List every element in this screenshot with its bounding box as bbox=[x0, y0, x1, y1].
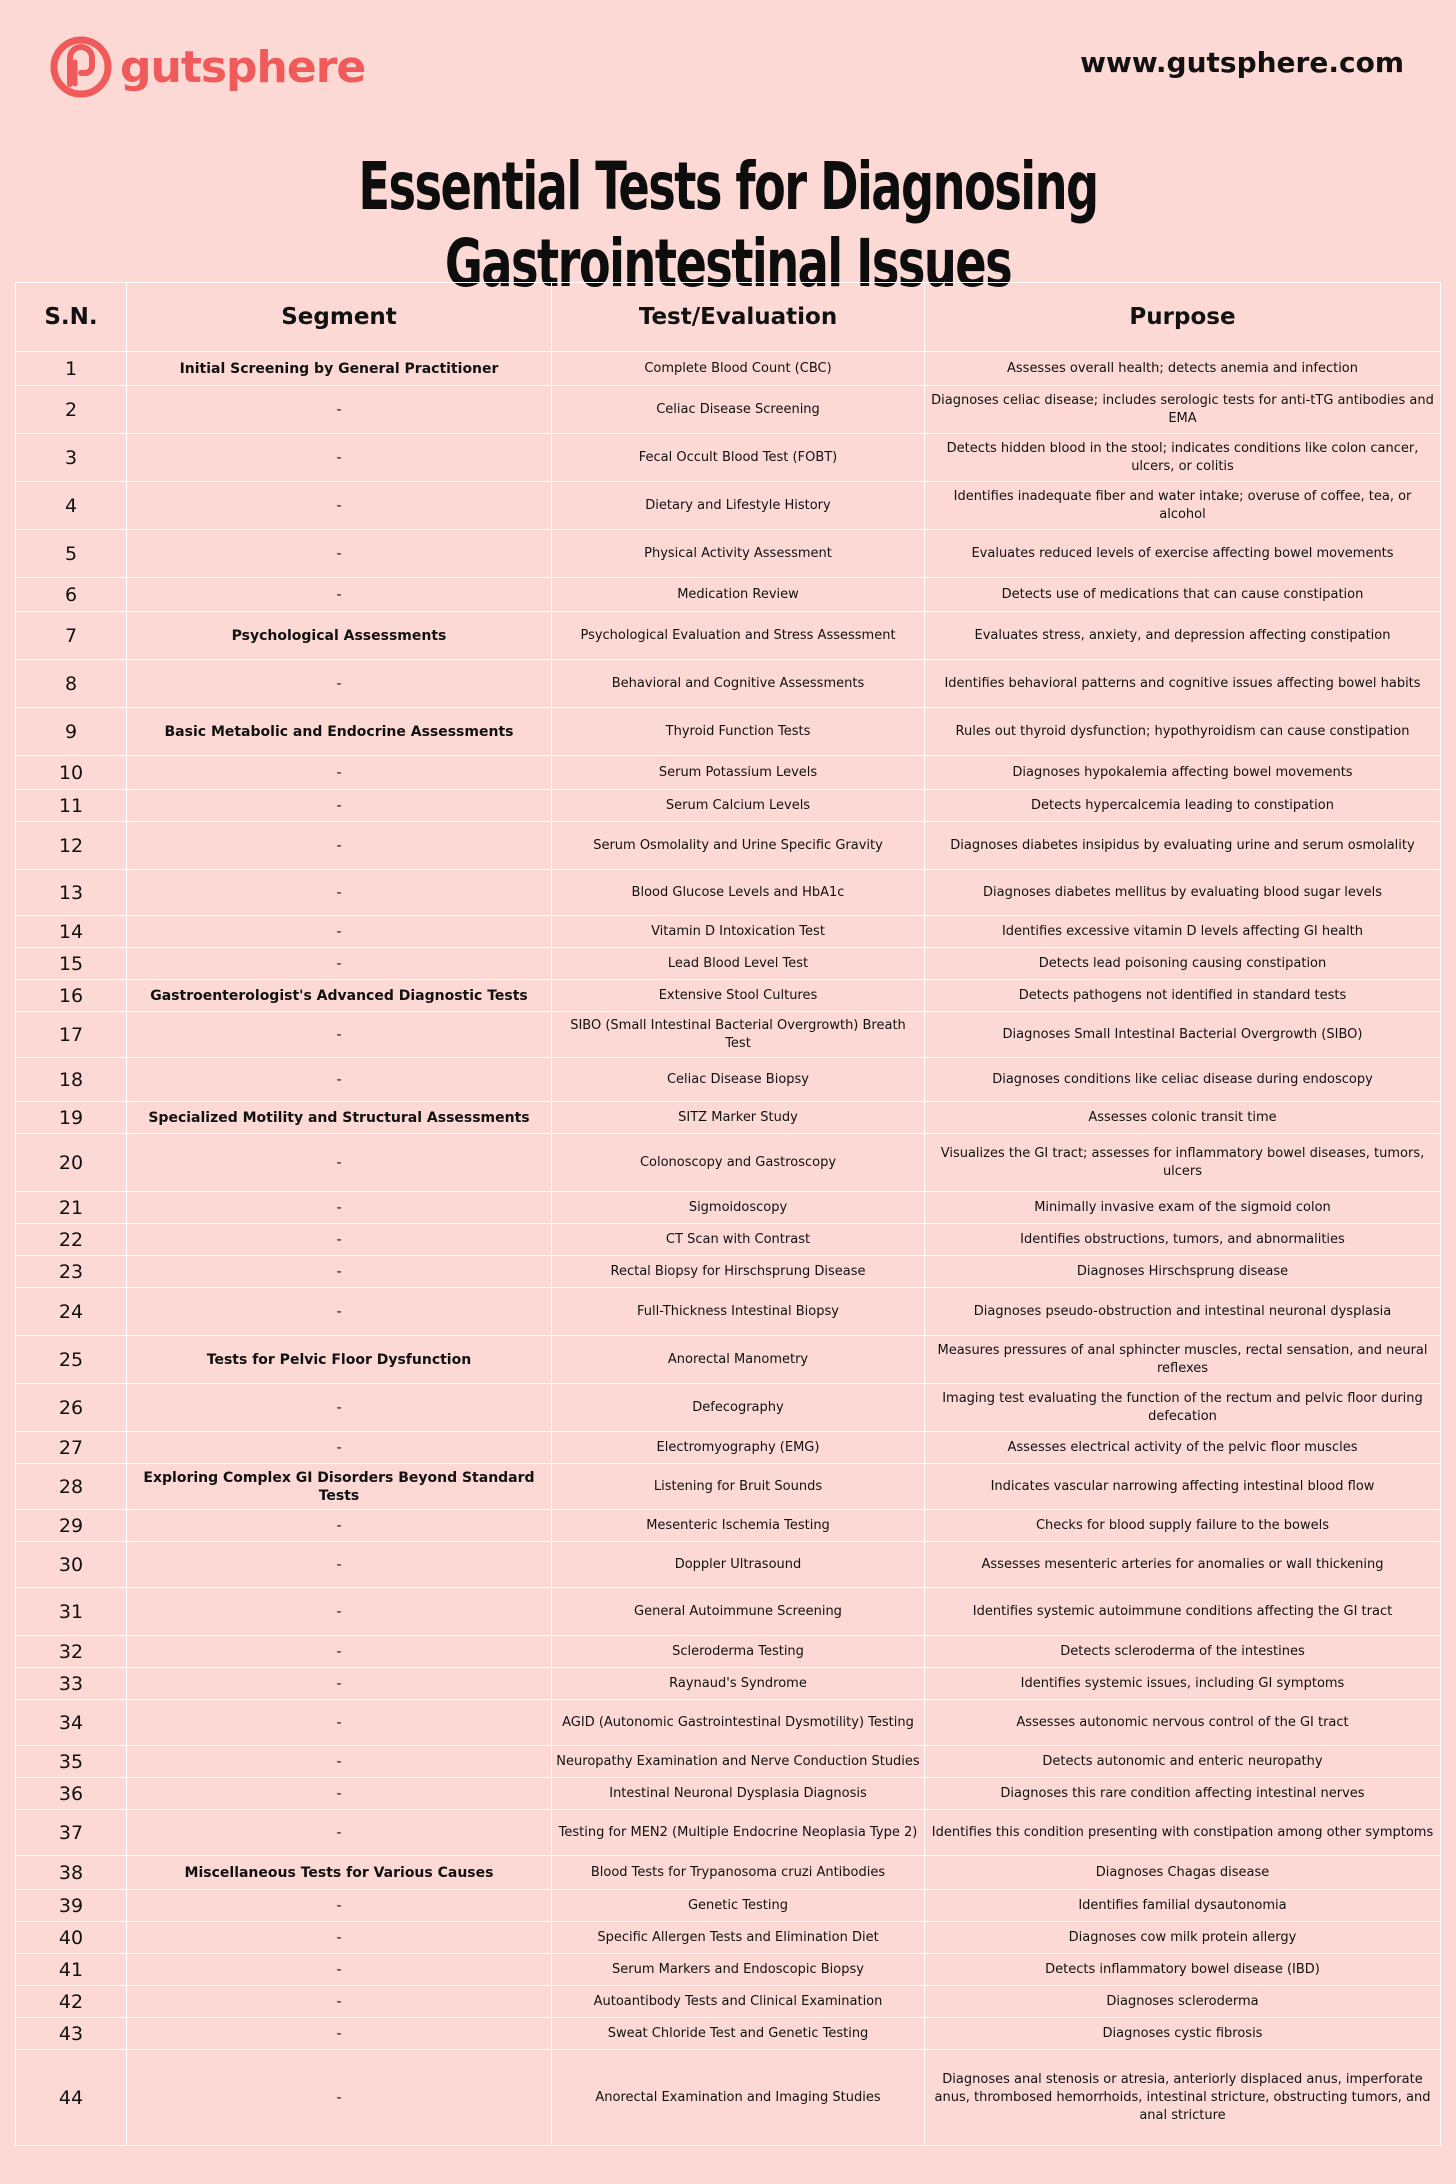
cell-sn: 2 bbox=[16, 386, 127, 434]
cell-purpose: Assesses autonomic nervous control of the GI tract bbox=[925, 1700, 1441, 1746]
cell-test: Scleroderma Testing bbox=[552, 1636, 925, 1668]
cell-purpose: Diagnoses diabetes insipidus by evaluating urine and serum osmolality bbox=[925, 822, 1441, 870]
cell-segment: - bbox=[127, 916, 552, 948]
cell-test: Colonoscopy and Gastroscopy bbox=[552, 1134, 925, 1192]
cell-purpose: Identifies obstructions, tumors, and abnormalities bbox=[925, 1224, 1441, 1256]
table-row bbox=[16, 1856, 1441, 1890]
cell-segment: - bbox=[127, 434, 552, 482]
header-test: Test/Evaluation bbox=[552, 283, 925, 352]
cell-purpose: Diagnoses Hirschsprung disease bbox=[925, 1256, 1441, 1288]
cell-sn: 20 bbox=[16, 1134, 127, 1192]
table-row bbox=[16, 1746, 1441, 1778]
cell-segment: - bbox=[127, 1192, 552, 1224]
cell-test: Extensive Stool Cultures bbox=[552, 980, 925, 1012]
header-purpose: Purpose bbox=[925, 283, 1441, 352]
cell-test: Lead Blood Level Test bbox=[552, 948, 925, 980]
cell-segment: - bbox=[127, 1542, 552, 1588]
cell-purpose: Diagnoses anal stenosis or atresia, anteriorly displaced anus, imperforate anus, thrombosed hemorrhoids, intestinal stricture, obstructing tumors, and anal stricture bbox=[925, 2050, 1441, 2146]
cell-segment: - bbox=[127, 1256, 552, 1288]
cell-segment: - bbox=[127, 1588, 552, 1636]
brand-name: gutsphere bbox=[120, 41, 366, 93]
cell-test: Thyroid Function Tests bbox=[552, 708, 925, 756]
cell-sn: 22 bbox=[16, 1224, 127, 1256]
cell-sn: 13 bbox=[16, 870, 127, 916]
cell-segment: Miscellaneous Tests for Various Causes bbox=[127, 1856, 552, 1890]
table-row bbox=[16, 1192, 1441, 1224]
cell-segment: - bbox=[127, 1224, 552, 1256]
cell-purpose: Evaluates stress, anxiety, and depression affecting constipation bbox=[925, 612, 1441, 660]
cell-segment: - bbox=[127, 1288, 552, 1336]
cell-segment: - bbox=[127, 948, 552, 980]
table-row bbox=[16, 660, 1441, 708]
cell-sn: 9 bbox=[16, 708, 127, 756]
cell-test: Psychological Evaluation and Stress Assessment bbox=[552, 612, 925, 660]
table-row bbox=[16, 1134, 1441, 1192]
cell-sn: 35 bbox=[16, 1746, 127, 1778]
cell-segment: - bbox=[127, 1700, 552, 1746]
cell-sn: 36 bbox=[16, 1778, 127, 1810]
cell-purpose: Diagnoses this rare condition affecting intestinal nerves bbox=[925, 1778, 1441, 1810]
table-row bbox=[16, 1890, 1441, 1922]
cell-sn: 32 bbox=[16, 1636, 127, 1668]
cell-sn: 37 bbox=[16, 1810, 127, 1856]
table-row bbox=[16, 790, 1441, 822]
cell-sn: 34 bbox=[16, 1700, 127, 1746]
cell-test: Electromyography (EMG) bbox=[552, 1432, 925, 1464]
cell-segment: - bbox=[127, 1432, 552, 1464]
cell-segment: - bbox=[127, 756, 552, 790]
cell-test: Anorectal Manometry bbox=[552, 1336, 925, 1384]
cell-segment: - bbox=[127, 870, 552, 916]
table-body bbox=[16, 352, 1441, 2146]
table-row bbox=[16, 916, 1441, 948]
table-row bbox=[16, 612, 1441, 660]
cell-purpose: Identifies systemic issues, including GI symptoms bbox=[925, 1668, 1441, 1700]
cell-segment: - bbox=[127, 2050, 552, 2146]
table-row bbox=[16, 1384, 1441, 1432]
cell-purpose: Identifies behavioral patterns and cognitive issues affecting bowel habits bbox=[925, 660, 1441, 708]
cell-segment: - bbox=[127, 2018, 552, 2050]
table-row bbox=[16, 1336, 1441, 1384]
cell-test: Blood Tests for Trypanosoma cruzi Antibodies bbox=[552, 1856, 925, 1890]
cell-test: Mesenteric Ischemia Testing bbox=[552, 1510, 925, 1542]
cell-segment: - bbox=[127, 1012, 552, 1058]
cell-sn: 40 bbox=[16, 1922, 127, 1954]
cell-purpose: Diagnoses celiac disease; includes serologic tests for anti-tTG antibodies and EMA bbox=[925, 386, 1441, 434]
table-row bbox=[16, 530, 1441, 578]
table-row bbox=[16, 352, 1441, 386]
table-header-row bbox=[16, 283, 1441, 352]
cell-segment: - bbox=[127, 482, 552, 530]
cell-test: Serum Calcium Levels bbox=[552, 790, 925, 822]
cell-sn: 14 bbox=[16, 916, 127, 948]
cell-segment: - bbox=[127, 578, 552, 612]
cell-sn: 18 bbox=[16, 1058, 127, 1102]
table-row bbox=[16, 1542, 1441, 1588]
gut-logo-icon bbox=[48, 34, 114, 100]
cell-segment: - bbox=[127, 1922, 552, 1954]
cell-test: Autoantibody Tests and Clinical Examination bbox=[552, 1986, 925, 2018]
cell-segment: Exploring Complex GI Disorders Beyond Standard Tests bbox=[127, 1464, 552, 1510]
cell-sn: 27 bbox=[16, 1432, 127, 1464]
cell-test: SIBO (Small Intestinal Bacterial Overgrowth) Breath Test bbox=[552, 1012, 925, 1058]
cell-test: Doppler Ultrasound bbox=[552, 1542, 925, 1588]
table-row bbox=[16, 386, 1441, 434]
cell-sn: 10 bbox=[16, 756, 127, 790]
cell-test: Complete Blood Count (CBC) bbox=[552, 352, 925, 386]
cell-segment: - bbox=[127, 1810, 552, 1856]
cell-sn: 11 bbox=[16, 790, 127, 822]
cell-purpose: Diagnoses cystic fibrosis bbox=[925, 2018, 1441, 2050]
cell-test: Defecography bbox=[552, 1384, 925, 1432]
cell-sn: 39 bbox=[16, 1890, 127, 1922]
cell-sn: 5 bbox=[16, 530, 127, 578]
table-row bbox=[16, 434, 1441, 482]
cell-sn: 15 bbox=[16, 948, 127, 980]
cell-test: Genetic Testing bbox=[552, 1890, 925, 1922]
table-row bbox=[16, 2018, 1441, 2050]
cell-purpose: Minimally invasive exam of the sigmoid colon bbox=[925, 1192, 1441, 1224]
table-row bbox=[16, 1432, 1441, 1464]
cell-purpose: Identifies inadequate fiber and water intake; overuse of coffee, tea, or alcohol bbox=[925, 482, 1441, 530]
table-row bbox=[16, 980, 1441, 1012]
cell-purpose: Assesses colonic transit time bbox=[925, 1102, 1441, 1134]
table-row bbox=[16, 1510, 1441, 1542]
cell-sn: 19 bbox=[16, 1102, 127, 1134]
cell-test: Dietary and Lifestyle History bbox=[552, 482, 925, 530]
table-row bbox=[16, 1588, 1441, 1636]
cell-segment: - bbox=[127, 1134, 552, 1192]
cell-test: Medication Review bbox=[552, 578, 925, 612]
cell-purpose: Identifies excessive vitamin D levels affecting GI health bbox=[925, 916, 1441, 948]
cell-segment: - bbox=[127, 1510, 552, 1542]
cell-sn: 4 bbox=[16, 482, 127, 530]
cell-sn: 6 bbox=[16, 578, 127, 612]
cell-test: Blood Glucose Levels and HbA1c bbox=[552, 870, 925, 916]
website-url[interactable]: www.gutsphere.com bbox=[1080, 46, 1404, 79]
cell-test: General Autoimmune Screening bbox=[552, 1588, 925, 1636]
cell-purpose: Measures pressures of anal sphincter muscles, rectal sensation, and neural reflexes bbox=[925, 1336, 1441, 1384]
cell-test: Neuropathy Examination and Nerve Conduction Studies bbox=[552, 1746, 925, 1778]
cell-segment: - bbox=[127, 660, 552, 708]
table-row bbox=[16, 1668, 1441, 1700]
table-row bbox=[16, 756, 1441, 790]
header-segment: Segment bbox=[127, 283, 552, 352]
cell-test: Serum Osmolality and Urine Specific Gravity bbox=[552, 822, 925, 870]
cell-sn: 26 bbox=[16, 1384, 127, 1432]
table-row bbox=[16, 1810, 1441, 1856]
cell-sn: 23 bbox=[16, 1256, 127, 1288]
cell-test: Testing for MEN2 (Multiple Endocrine Neoplasia Type 2) bbox=[552, 1810, 925, 1856]
cell-segment: - bbox=[127, 822, 552, 870]
cell-sn: 41 bbox=[16, 1954, 127, 1986]
cell-purpose: Identifies this condition presenting with constipation among other symptoms bbox=[925, 1810, 1441, 1856]
table-row bbox=[16, 1778, 1441, 1810]
cell-test: SITZ Marker Study bbox=[552, 1102, 925, 1134]
cell-purpose: Detects hidden blood in the stool; indicates conditions like colon cancer, ulcers, or colitis bbox=[925, 434, 1441, 482]
cell-purpose: Identifies systemic autoimmune conditions affecting the GI tract bbox=[925, 1588, 1441, 1636]
cell-sn: 28 bbox=[16, 1464, 127, 1510]
cell-test: Celiac Disease Biopsy bbox=[552, 1058, 925, 1102]
table-row bbox=[16, 1922, 1441, 1954]
table-row bbox=[16, 1058, 1441, 1102]
cell-test: Listening for Bruit Sounds bbox=[552, 1464, 925, 1510]
cell-test: Full-Thickness Intestinal Biopsy bbox=[552, 1288, 925, 1336]
table-row bbox=[16, 1288, 1441, 1336]
cell-test: Specific Allergen Tests and Elimination Diet bbox=[552, 1922, 925, 1954]
cell-segment: Basic Metabolic and Endocrine Assessments bbox=[127, 708, 552, 756]
cell-sn: 16 bbox=[16, 980, 127, 1012]
cell-purpose: Detects use of medications that can cause constipation bbox=[925, 578, 1441, 612]
cell-purpose: Assesses overall health; detects anemia and infection bbox=[925, 352, 1441, 386]
table-row bbox=[16, 1102, 1441, 1134]
cell-segment: Initial Screening by General Practitioner bbox=[127, 352, 552, 386]
cell-test: Fecal Occult Blood Test (FOBT) bbox=[552, 434, 925, 482]
table-row bbox=[16, 482, 1441, 530]
cell-sn: 12 bbox=[16, 822, 127, 870]
cell-sn: 8 bbox=[16, 660, 127, 708]
table-row bbox=[16, 1986, 1441, 2018]
cell-purpose: Evaluates reduced levels of exercise affecting bowel movements bbox=[925, 530, 1441, 578]
page-header bbox=[0, 0, 1456, 130]
cell-sn: 25 bbox=[16, 1336, 127, 1384]
cell-segment: Gastroenterologist's Advanced Diagnostic Tests bbox=[127, 980, 552, 1012]
cell-sn: 21 bbox=[16, 1192, 127, 1224]
cell-segment: - bbox=[127, 386, 552, 434]
cell-purpose: Checks for blood supply failure to the bowels bbox=[925, 1510, 1441, 1542]
cell-sn: 44 bbox=[16, 2050, 127, 2146]
cell-purpose: Detects scleroderma of the intestines bbox=[925, 1636, 1441, 1668]
table-row bbox=[16, 948, 1441, 980]
cell-test: Serum Potassium Levels bbox=[552, 756, 925, 790]
cell-segment: Tests for Pelvic Floor Dysfunction bbox=[127, 1336, 552, 1384]
cell-test: Vitamin D Intoxication Test bbox=[552, 916, 925, 948]
cell-sn: 38 bbox=[16, 1856, 127, 1890]
cell-purpose: Diagnoses conditions like celiac disease during endoscopy bbox=[925, 1058, 1441, 1102]
table-row bbox=[16, 578, 1441, 612]
cell-segment: - bbox=[127, 1778, 552, 1810]
cell-sn: 24 bbox=[16, 1288, 127, 1336]
cell-segment: - bbox=[127, 790, 552, 822]
page-title: Essential Tests for Diagnosing Gastrointestinal Issues bbox=[358, 148, 1098, 302]
cell-sn: 3 bbox=[16, 434, 127, 482]
cell-test: AGID (Autonomic Gastrointestinal Dysmotility) Testing bbox=[552, 1700, 925, 1746]
table-row bbox=[16, 1700, 1441, 1746]
table-row bbox=[16, 1256, 1441, 1288]
cell-sn: 17 bbox=[16, 1012, 127, 1058]
cell-purpose: Detects hypercalcemia leading to constipation bbox=[925, 790, 1441, 822]
cell-segment: - bbox=[127, 530, 552, 578]
cell-purpose: Diagnoses Small Intestinal Bacterial Overgrowth (SIBO) bbox=[925, 1012, 1441, 1058]
cell-segment: - bbox=[127, 1954, 552, 1986]
tests-table bbox=[15, 282, 1441, 2146]
cell-segment: - bbox=[127, 1384, 552, 1432]
cell-purpose: Diagnoses Chagas disease bbox=[925, 1856, 1441, 1890]
cell-segment: - bbox=[127, 1058, 552, 1102]
cell-purpose: Assesses mesenteric arteries for anomalies or wall thickening bbox=[925, 1542, 1441, 1588]
cell-test: Intestinal Neuronal Dysplasia Diagnosis bbox=[552, 1778, 925, 1810]
cell-purpose: Diagnoses hypokalemia affecting bowel movements bbox=[925, 756, 1441, 790]
table-row bbox=[16, 708, 1441, 756]
cell-purpose: Visualizes the GI tract; assesses for inflammatory bowel diseases, tumors, ulcers bbox=[925, 1134, 1441, 1192]
cell-sn: 43 bbox=[16, 2018, 127, 2050]
cell-test: Celiac Disease Screening bbox=[552, 386, 925, 434]
header-sn: S.N. bbox=[16, 283, 127, 352]
cell-sn: 30 bbox=[16, 1542, 127, 1588]
cell-sn: 42 bbox=[16, 1986, 127, 2018]
cell-purpose: Diagnoses cow milk protein allergy bbox=[925, 1922, 1441, 1954]
table-row bbox=[16, 1636, 1441, 1668]
cell-test: Physical Activity Assessment bbox=[552, 530, 925, 578]
cell-test: CT Scan with Contrast bbox=[552, 1224, 925, 1256]
cell-segment: - bbox=[127, 1746, 552, 1778]
cell-purpose: Identifies familial dysautonomia bbox=[925, 1890, 1441, 1922]
cell-sn: 7 bbox=[16, 612, 127, 660]
cell-sn: 33 bbox=[16, 1668, 127, 1700]
table-row bbox=[16, 1224, 1441, 1256]
cell-purpose: Detects pathogens not identified in standard tests bbox=[925, 980, 1441, 1012]
cell-sn: 31 bbox=[16, 1588, 127, 1636]
brand-logo[interactable] bbox=[48, 34, 365, 100]
table-row bbox=[16, 1954, 1441, 1986]
cell-purpose: Diagnoses pseudo-obstruction and intestinal neuronal dysplasia bbox=[925, 1288, 1441, 1336]
cell-purpose: Assesses electrical activity of the pelvic floor muscles bbox=[925, 1432, 1441, 1464]
table-row bbox=[16, 870, 1441, 916]
cell-test: Sweat Chloride Test and Genetic Testing bbox=[552, 2018, 925, 2050]
table-row bbox=[16, 2050, 1441, 2146]
cell-test: Rectal Biopsy for Hirschsprung Disease bbox=[552, 1256, 925, 1288]
cell-purpose: Diagnoses diabetes mellitus by evaluating blood sugar levels bbox=[925, 870, 1441, 916]
tests-table-container bbox=[15, 282, 1440, 2146]
cell-test: Behavioral and Cognitive Assessments bbox=[552, 660, 925, 708]
table-row bbox=[16, 1464, 1441, 1510]
cell-sn: 1 bbox=[16, 352, 127, 386]
cell-segment: - bbox=[127, 1636, 552, 1668]
cell-purpose: Indicates vascular narrowing affecting intestinal blood flow bbox=[925, 1464, 1441, 1510]
cell-test: Sigmoidoscopy bbox=[552, 1192, 925, 1224]
cell-segment: Psychological Assessments bbox=[127, 612, 552, 660]
cell-purpose: Rules out thyroid dysfunction; hypothyroidism can cause constipation bbox=[925, 708, 1441, 756]
table-row bbox=[16, 822, 1441, 870]
cell-test: Raynaud's Syndrome bbox=[552, 1668, 925, 1700]
cell-purpose: Detects lead poisoning causing constipation bbox=[925, 948, 1441, 980]
cell-purpose: Imaging test evaluating the function of the rectum and pelvic floor during defecation bbox=[925, 1384, 1441, 1432]
cell-segment: - bbox=[127, 1890, 552, 1922]
cell-test: Serum Markers and Endoscopic Biopsy bbox=[552, 1954, 925, 1986]
cell-segment: Specialized Motility and Structural Assessments bbox=[127, 1102, 552, 1134]
cell-segment: - bbox=[127, 1986, 552, 2018]
cell-sn: 29 bbox=[16, 1510, 127, 1542]
cell-test: Anorectal Examination and Imaging Studies bbox=[552, 2050, 925, 2146]
table-row bbox=[16, 1012, 1441, 1058]
cell-purpose: Diagnoses scleroderma bbox=[925, 1986, 1441, 2018]
cell-purpose: Detects inflammatory bowel disease (IBD) bbox=[925, 1954, 1441, 1986]
cell-segment: - bbox=[127, 1668, 552, 1700]
cell-purpose: Detects autonomic and enteric neuropathy bbox=[925, 1746, 1441, 1778]
